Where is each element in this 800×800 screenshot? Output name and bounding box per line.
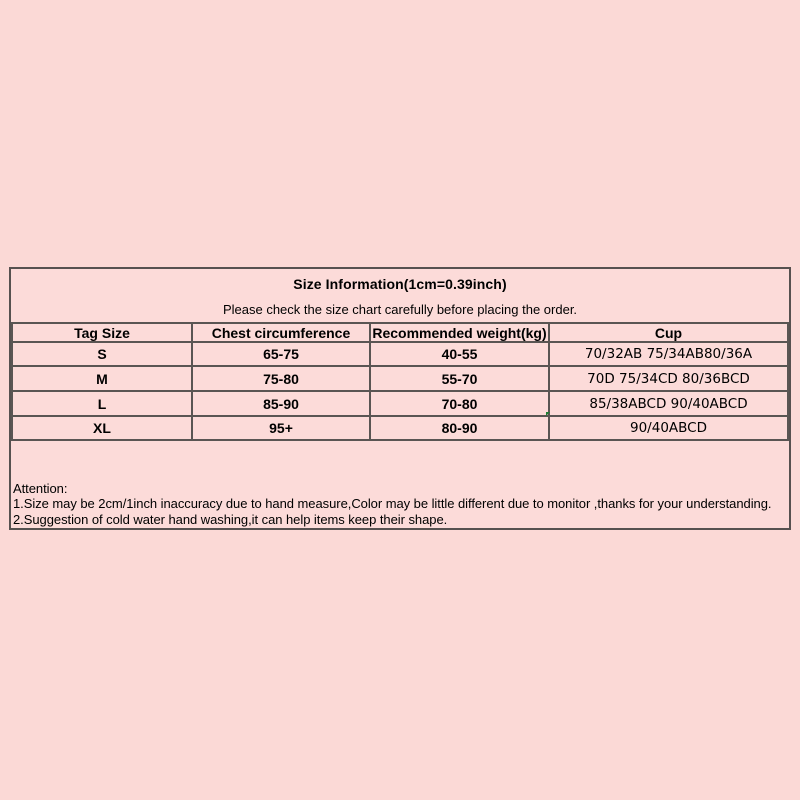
- weight-cell: 55-70: [370, 366, 549, 391]
- attention-line-2: 2.Suggestion of cold water hand washing,it can help items keep their shape.: [13, 511, 448, 527]
- cup-cell: 70D 75/34CD 80/36BCD: [549, 366, 788, 391]
- weight-cell: 70-80: [370, 391, 549, 416]
- size-table: [11, 322, 789, 441]
- chest-cell: 85-90: [192, 391, 370, 416]
- tag-size-cell: L: [12, 391, 192, 416]
- size-chart-panel: [9, 267, 791, 530]
- tag-size-cell: XL: [12, 416, 192, 440]
- size-row-xl: [12, 416, 788, 440]
- chest-cell: 75-80: [192, 366, 370, 391]
- size-chart-title: Size Information(1cm=0.39inch): [293, 276, 507, 292]
- size-row-m: [12, 366, 788, 391]
- cup-cell: 70/32AB 75/34AB80/36A: [549, 342, 788, 366]
- size-table-header-row: [12, 323, 788, 342]
- chest-cell: 65-75: [192, 342, 370, 366]
- chest-cell: 95+: [192, 416, 370, 440]
- weight-cell: 40-55: [370, 342, 549, 366]
- attention-heading: Attention:: [13, 480, 68, 496]
- column-header-cup: Cup: [549, 323, 788, 342]
- column-header-recommended-weight: Recommended weight(kg): [370, 323, 549, 342]
- size-chart-subtitle: Please check the size chart carefully before placing the order.: [222, 302, 578, 317]
- cell-corner-marker-icon: [546, 412, 550, 416]
- size-row-l: [12, 391, 788, 416]
- attention-block: [13, 481, 787, 528]
- size-chart-header: [11, 269, 789, 322]
- size-row-s: [12, 342, 788, 366]
- tag-size-cell: M: [12, 366, 192, 391]
- column-header-tag-size: Tag Size: [12, 323, 192, 342]
- weight-cell: 80-90: [370, 416, 549, 440]
- attention-line-1: 1.Size may be 2cm/1inch inaccuracy due to hand measure,Color may be little different due to monitor ,thanks for your understanding.: [13, 496, 772, 511]
- column-header-chest-circumference: Chest circumference: [192, 323, 370, 342]
- cup-cell: 85/38ABCD 90/40ABCD: [549, 391, 788, 416]
- tag-size-cell: S: [12, 342, 192, 366]
- cup-cell: 90/40ABCD: [549, 416, 788, 440]
